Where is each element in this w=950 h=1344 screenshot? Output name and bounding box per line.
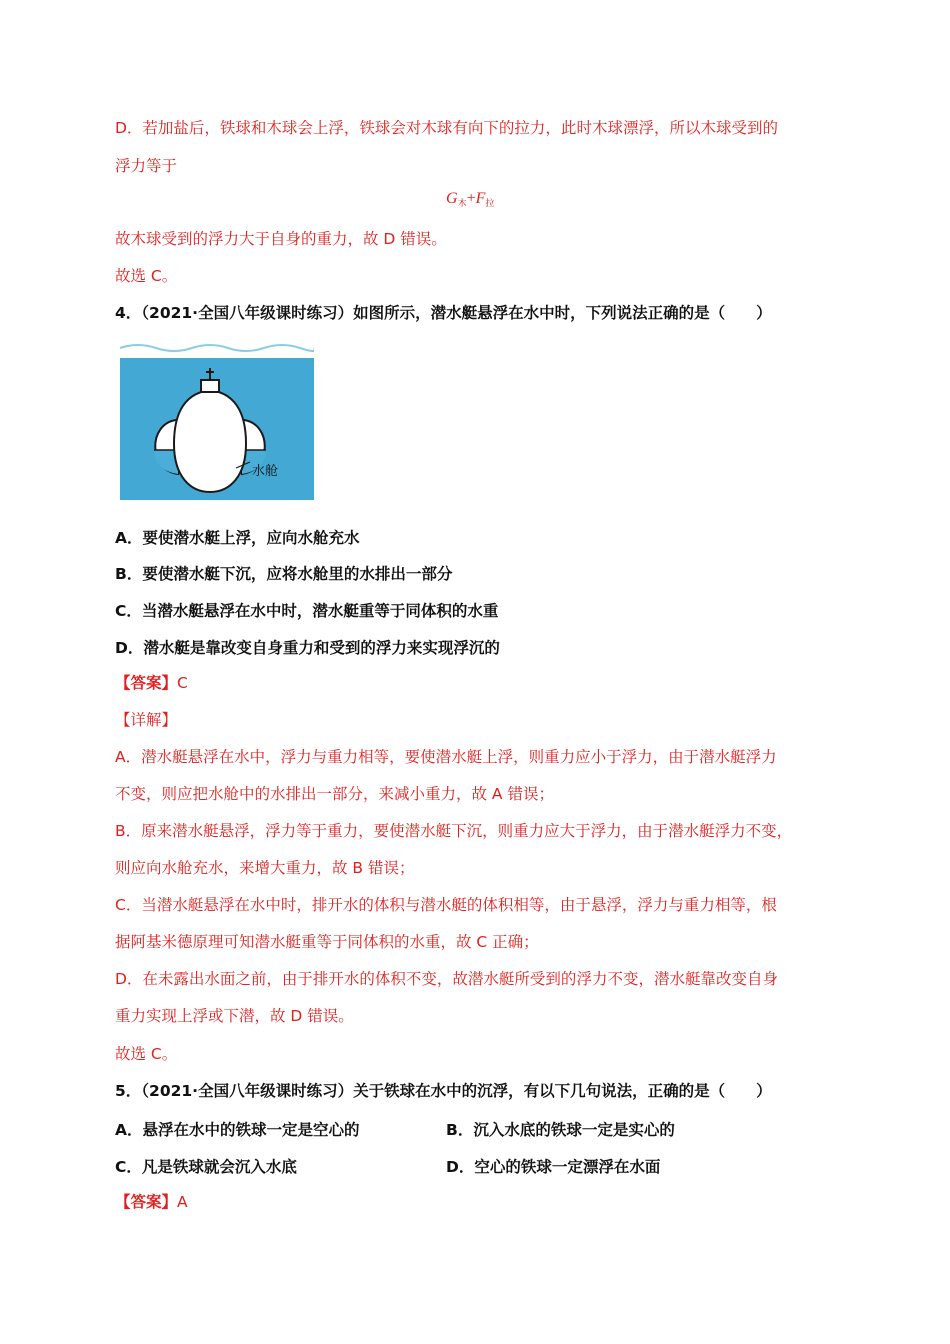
solution-d-line-3: 故木球受到的浮力大于自身的重力，故 D 错误。 bbox=[115, 230, 447, 248]
q4-option-d: D．潜水艇是靠改变自身重力和受到的浮力来实现浮沉的 bbox=[115, 639, 500, 657]
solution-d-line-1: D．若加盐后，铁球和木球会上浮，铁球会对木球有向下的拉力，此时木球漂浮，所以木球受到的 bbox=[115, 119, 778, 137]
answer-label: 【答案】 bbox=[115, 1193, 178, 1211]
q5-option-d: D．空心的铁球一定漂浮在水面 bbox=[446, 1158, 661, 1176]
q4-option-c: C．当潜水艇悬浮在水中时，潜水艇重等于同体积的水重 bbox=[115, 602, 499, 620]
q4-detail-line-3: B．原来潜水艇悬浮，浮力等于重力，要使潜水艇下沉，则重力应大于浮力，由于潜水艇浮力不变， bbox=[115, 822, 793, 840]
q4-detail-line-1: A．潜水艇悬浮在水中，浮力与重力相等，要使潜水艇上浮，则重力应小于浮力，由于潜水艇浮力 bbox=[115, 748, 777, 766]
question-4-stem: 4．（2021·全国八年级课时练习）如图所示，潜水艇悬浮在水中时，下列说法正确的是（ ） bbox=[115, 304, 772, 322]
q4-option-a: A．要使潜水艇上浮，应向水舱充水 bbox=[115, 529, 360, 547]
buoyancy-formula: $G_木+F_拉$ bbox=[446, 190, 495, 209]
answer-label: 【答案】 bbox=[115, 674, 178, 692]
submarine-illustration bbox=[118, 336, 314, 500]
answer-value: A bbox=[177, 1193, 188, 1211]
q4-detail-line-2: 不变，则应把水舱中的水排出一部分，来减小重力，故 A 错误； bbox=[115, 785, 554, 803]
q4-choice: 故选 C。 bbox=[115, 1045, 178, 1063]
q5-answer bbox=[115, 1192, 188, 1212]
q4-detail-line-8: 重力实现上浮或下潜，故 D 错误。 bbox=[115, 1007, 354, 1025]
answer-value: C bbox=[177, 674, 188, 692]
q4-detail-line-5: C．当潜水艇悬浮在水中时，排开水的体积与潜水艇的体积相等，由于悬浮，浮力与重力相等，根 bbox=[115, 896, 777, 914]
q4-detail-line-4: 则应向水舱充水，来增大重力，故 B 错误； bbox=[115, 859, 415, 877]
q5-option-b: B．沉入水底的铁球一定是实心的 bbox=[446, 1121, 675, 1139]
ballast-tank-label: 水舱 bbox=[252, 464, 279, 479]
q4-option-b: B．要使潜水艇下沉，应将水舱里的水排出一部分 bbox=[115, 565, 453, 583]
solution-choice: 故选 C。 bbox=[115, 267, 178, 285]
question-5-stem: 5．（2021·全国八年级课时练习）关于铁球在水中的沉浮，有以下几句说法，正确的是（ ） bbox=[115, 1082, 772, 1100]
q4-detail-line-7: D．在未露出水面之前，由于排开水的体积不变，故潜水艇所受到的浮力不变，潜水艇靠改变自身 bbox=[115, 970, 778, 988]
solution-d-line-2: 浮力等于 bbox=[115, 157, 178, 175]
q4-detail-line-6: 据阿基米德原理可知潜水艇重等于同体积的水重，故 C 正确； bbox=[115, 933, 539, 951]
q4-detail-label: 【详解】 bbox=[115, 711, 178, 729]
q4-answer bbox=[115, 673, 188, 693]
q5-option-c: C．凡是铁球就会沉入水底 bbox=[115, 1158, 297, 1176]
submarine-figure bbox=[118, 336, 314, 500]
q5-option-a: A．悬浮在水中的铁球一定是空心的 bbox=[115, 1121, 360, 1139]
